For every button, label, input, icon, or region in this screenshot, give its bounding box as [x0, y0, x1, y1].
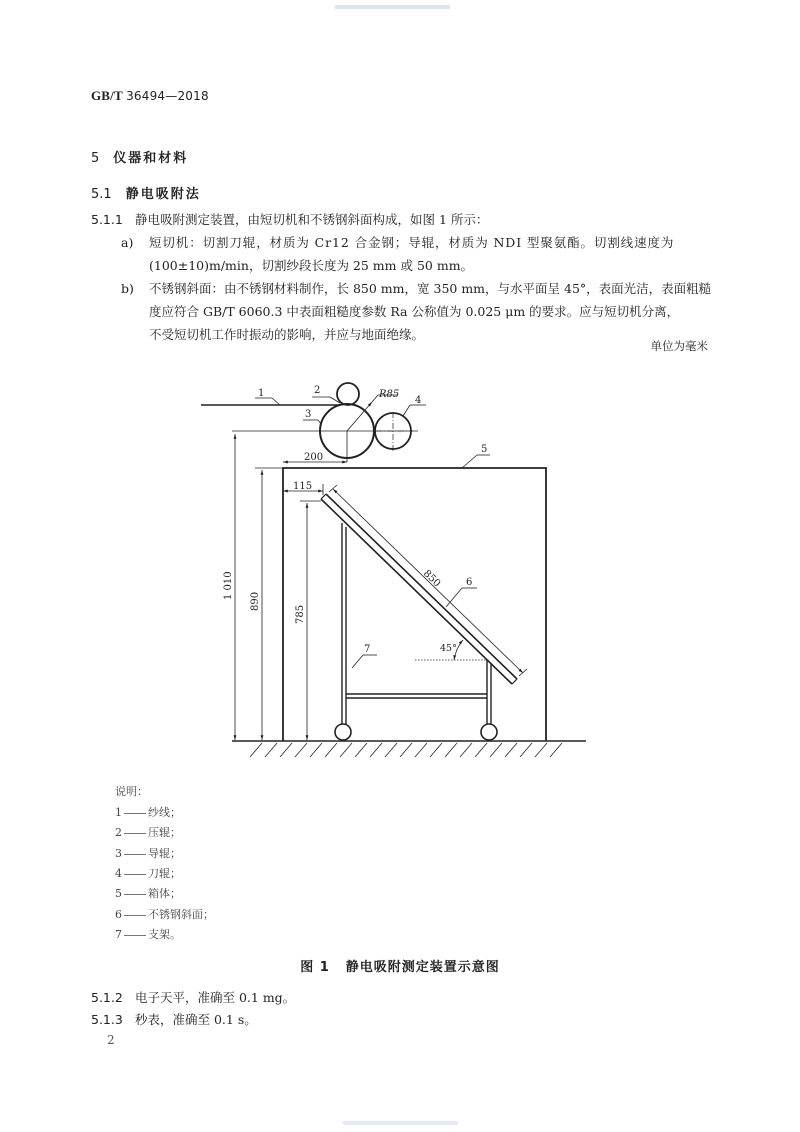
legend-label: 压辊；	[148, 826, 181, 839]
legend-num: 7	[115, 928, 122, 941]
callout-3: 3	[305, 409, 312, 420]
callout-2: 2	[314, 385, 321, 396]
dim-785: 785	[295, 604, 306, 624]
dim-890: 890	[250, 591, 261, 611]
legend-item	[115, 865, 181, 881]
callout-1: 1	[258, 388, 265, 399]
item-line: (100±10)m/min，切割纱段长度为 25 mm 或 50 mm。	[149, 258, 474, 273]
dim-radius: R85	[379, 389, 400, 400]
dim-115: 115	[293, 481, 313, 492]
clause-5-1-2	[91, 986, 295, 1009]
legend-dash	[124, 874, 146, 875]
standard-prefix: GB/T	[91, 88, 123, 103]
clause-text: 秒表，准确至 0.1 s。	[135, 1012, 257, 1027]
clause-5-1-3	[91, 1008, 257, 1031]
section-title: 静电吸附法	[125, 187, 201, 202]
legend-dash	[124, 894, 146, 895]
legend-dash	[124, 854, 146, 855]
legend-item	[115, 845, 181, 861]
item-line: 不锈钢斜面：由不锈钢材料制作，长 850 mm，宽 350 mm，与水平面呈 45°，表面光洁，表面粗糙	[149, 281, 712, 296]
legend-dash	[124, 813, 146, 814]
item-line: 不受短切机工作时振动的影响，并应与地面绝缘。	[149, 327, 425, 342]
item-marker: b)	[121, 281, 134, 296]
dim-850: 850	[420, 568, 443, 590]
legend-item	[115, 824, 181, 840]
section-title: 仪器和材料	[113, 151, 189, 166]
standard-number: 36494—2018	[126, 89, 209, 103]
callout-7: 7	[364, 644, 371, 655]
callout-6: 6	[466, 577, 473, 588]
legend-num: 2	[115, 826, 122, 839]
legend-num: 3	[115, 847, 122, 860]
page-number: 2	[107, 1033, 115, 1047]
legend-label: 箱体；	[148, 887, 181, 900]
legend-num: 5	[115, 887, 122, 900]
clause-text: 电子天平，准确至 0.1 mg。	[135, 990, 296, 1005]
legend-label: 不锈钢斜面；	[148, 908, 214, 921]
legend-label: 支架。	[148, 928, 181, 941]
legend-label: 纱线；	[148, 806, 181, 819]
legend-item	[115, 804, 181, 820]
legend-num: 4	[115, 867, 122, 880]
legend-item	[115, 926, 181, 942]
dim-200: 200	[304, 452, 324, 463]
legend-label: 导辊；	[148, 847, 181, 860]
legend-item	[115, 885, 181, 901]
item-marker: a)	[121, 235, 134, 250]
legend-dash	[124, 833, 146, 834]
item-line: 度应符合 GB/T 6060.3 中表面粗糙度参数 Ra 公称值为 0.025 μm 的要求。应与短切机分离，	[149, 304, 680, 319]
item-line: 短切机：切割刀辊，材质为 Cr12 合金钢；导辊，材质为 NDI 型聚氨酯。切割线速度为	[149, 235, 675, 250]
legend-dash	[124, 915, 146, 916]
dim-angle: 45°	[440, 643, 457, 654]
clause-number: 5.1.1	[91, 212, 123, 227]
dim-1010: 1 010	[223, 571, 234, 600]
legend-item	[115, 906, 214, 922]
legend-dash	[124, 935, 146, 936]
caption-number: 图 1	[300, 960, 330, 975]
figure-caption	[0, 956, 800, 975]
callout-5: 5	[481, 444, 488, 455]
clause-number: 5.1.3	[91, 1012, 123, 1027]
legend-num: 6	[115, 908, 122, 921]
legend-num: 1	[115, 806, 122, 819]
unit-note: 单位为毫米	[650, 339, 708, 353]
clause-number: 5.1.2	[91, 990, 123, 1005]
callout-4: 4	[415, 395, 422, 406]
clause-text: 静电吸附测定装置，由短切机和不锈钢斜面构成，如图 1 所示：	[135, 212, 489, 227]
section-number: 5	[91, 151, 100, 166]
section-number: 5.1	[91, 187, 112, 202]
caption-title: 静电吸附测定装置示意图	[345, 960, 500, 975]
legend-label: 刀辊；	[148, 867, 181, 880]
legend-title: 说明：	[115, 785, 148, 798]
